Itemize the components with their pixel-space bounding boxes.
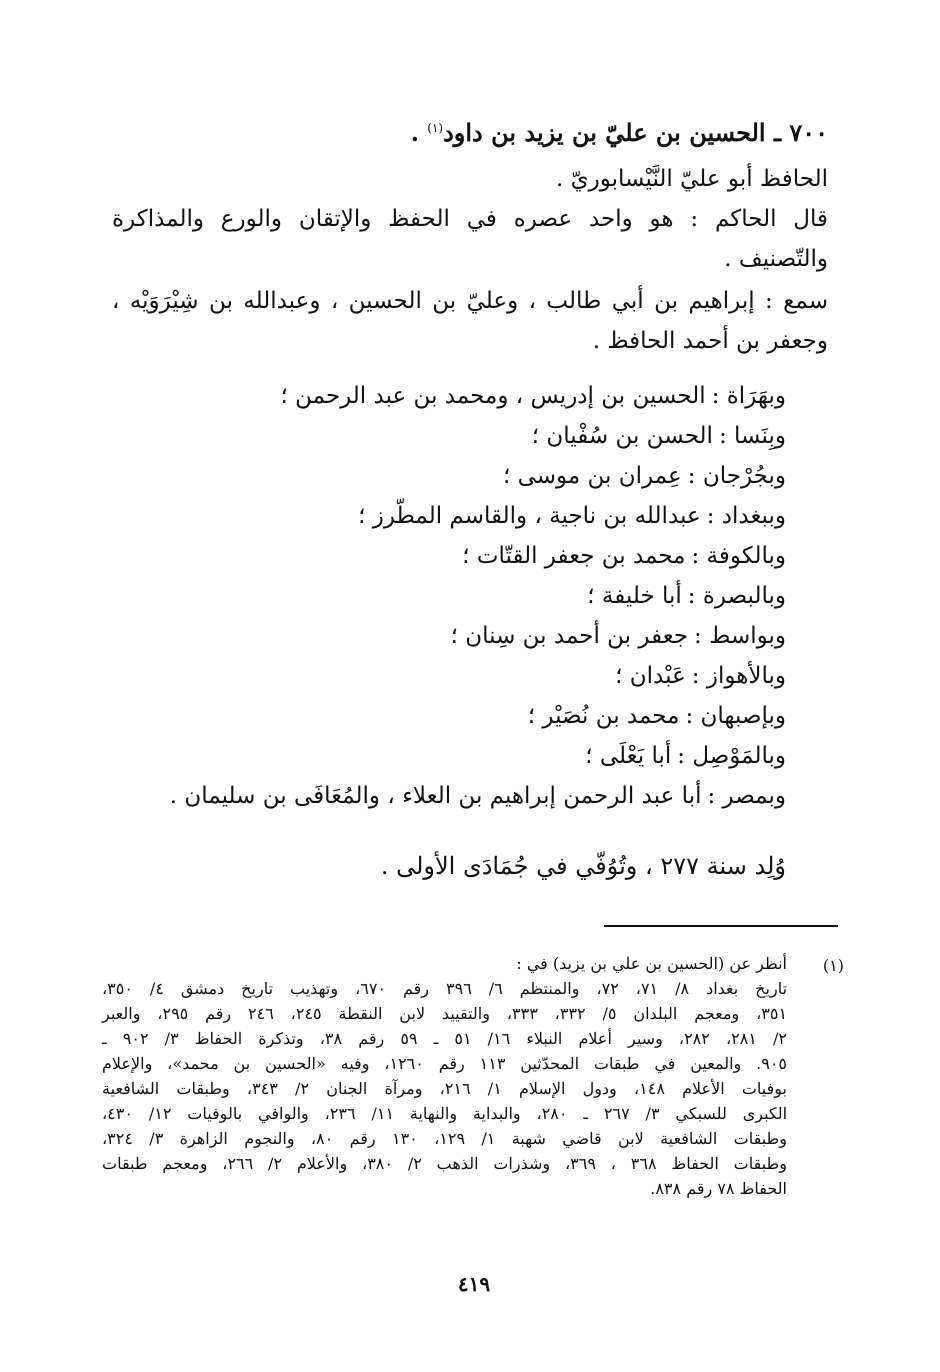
- place-item-egypt: [170, 776, 786, 816]
- place-names: أبا خليفة ؛: [587, 583, 682, 609]
- footnote-reference: (١): [427, 121, 444, 135]
- page-number: ٤١٩: [457, 1272, 491, 1296]
- footnote-number: (١): [822, 956, 844, 975]
- entry-line-3: والتّصنيف .: [724, 246, 828, 272]
- footnote-line: وطبقات الشافعية لابن قاضي شهبة ١/ ١٢٩، ١٣٠ رقم ٨٠، والنجوم الزاهرة ٣/ ٣٢٤،: [102, 1129, 787, 1148]
- place-names: الحسين بن إدريس ، ومحمد بن عبد الرحمن ؛: [280, 383, 706, 409]
- place-item-nasa: [170, 416, 786, 456]
- place-names: عبدالله بن ناجية ، والقاسم المطّرز ؛: [358, 503, 701, 529]
- footnote-line: تاريخ بغداد ٨/ ٧١، ٧٢، والمنتظم ٦/ ٣٩٦ رقم ٦٧٠، وتهذيب تاريخ دمشق ٤/ ٣٥٠،: [102, 979, 788, 998]
- footnote-divider: [604, 925, 838, 927]
- entry-line-4: سمع : إبراهيم بن أبي طالب ، وعليّ بن الحسين ، وعبدالله بن شِيْرَوَيْه ،: [112, 288, 828, 314]
- place-names: الحسن بن سُفْيان ؛: [531, 423, 713, 449]
- footnote-line: وطبقات الحفاظ ٣٦٨ ، ٣٦٩، وشذرات الذهب ٢/ ٣٨٠، والأعلام ٢/ ٢٦٦، ومعجم طبقات: [102, 1154, 787, 1173]
- place-item-herat: [170, 376, 786, 416]
- place-item-jurjan: [170, 456, 786, 496]
- place-label: وبالأهواز :: [691, 663, 786, 689]
- entry-line-5: وجعفر بن أحمد الحافظ .: [592, 328, 828, 354]
- place-names: عَبْدان ؛: [615, 663, 686, 689]
- footnote-line: بوفيات الأعلام ١٤٨، ودول الإسلام ١/ ٢١٦، ومرآة الجنان ٢/ ٣٤٣، وطبقات الشافعية: [102, 1079, 787, 1098]
- place-item-baghdad: [170, 496, 786, 536]
- birth-death-line: وُلِد سنة ٢٧٧ ، وتُوُفّي في جُمَادَى الأولى .: [380, 852, 786, 880]
- place-item-wasit: [170, 616, 786, 656]
- place-names: محمد بن جعفر القتّات ؛: [462, 543, 686, 569]
- place-label: وببغداد :: [706, 503, 786, 529]
- place-label: وبإصبهان :: [685, 703, 786, 729]
- footnote-line: ٢/ ٢٨١، ٢٨٢، وسير أعلام النبلاء ١٦/ ٥١ ـ ٥٩ رقم ٣٨، وتذكرة الحفاظ ٣/ ٩٠٢ ـ: [102, 1029, 787, 1048]
- footnote-line: ٩٠٥. والمعين في طبقات المحدّثين ١١٣ رقم ١٢٦٠، وفيه «الحسين بن محمد»، والإعلام: [102, 1054, 788, 1073]
- place-names: أبا عبد الرحمن إبراهيم بن العلاء ، والمُعَافَى بن سليمان .: [169, 783, 702, 809]
- place-item-kufa: [170, 536, 786, 576]
- place-item-basra: [170, 576, 786, 616]
- place-item-isfahan: [170, 696, 786, 736]
- place-label: وبهَرَاة :: [711, 383, 786, 409]
- footnote-line: الكبرى للسبكي ٣/ ٢٦٧ ـ ٢٨٠، والبداية والنهاية ١١/ ٢٣٦، والوافي بالوفيات ١٢/ ٤٣٠،: [102, 1104, 788, 1123]
- entry-heading: ٧٠٠ ـ الحسين بن عليّ بن يزيد بن داود$^{(١)}$ .: [410, 118, 828, 147]
- places-list: [170, 376, 786, 816]
- place-label: وبواسط :: [694, 623, 786, 649]
- place-names: محمد بن نُصَيْر ؛: [527, 703, 680, 729]
- place-label: وبجُرْجان :: [687, 463, 786, 489]
- place-item-mosul: [170, 736, 786, 776]
- place-names: أبا يَعْلَى ؛: [585, 743, 672, 769]
- footnote-line: الحفاظ ٧٨ رقم ٨٣٨.: [650, 1179, 787, 1198]
- place-label: وبمصر :: [707, 783, 786, 809]
- footnote-text: [102, 951, 787, 1201]
- place-label: وبالبصرة :: [687, 583, 786, 609]
- place-label: وبالمَوْصِل :: [677, 743, 786, 769]
- entry-line-2: قال الحاكم : هو واحد عصره في الحفظ والإتقان والورع والمذاكرة: [112, 206, 828, 232]
- entry-line-1: الحافظ أبو عليّ النَّيْسابوريّ .: [555, 166, 828, 192]
- entry-title-text: ٧٠٠ ـ الحسين بن عليّ بن يزيد بن داود: [443, 118, 828, 147]
- place-label: وبالكوفة :: [691, 543, 786, 569]
- place-label: وبِنَسا :: [718, 423, 786, 449]
- footnote-line: أنظر عن (الحسين بن علي بن يزيد) في :: [516, 954, 787, 973]
- place-names: عِمران بن موسى ؛: [502, 463, 682, 489]
- footnote-line: ٣٥١، ومعجم البلدان ٥/ ٣٣٢، ٣٣٣، والتقييد لابن النقطة ٢٤٥، ٢٤٦ رقم ٢٩٥، والعبر: [102, 1004, 788, 1023]
- place-item-ahwaz: [170, 656, 786, 696]
- place-names: جعفر بن أحمد بن سِنان ؛: [450, 623, 689, 649]
